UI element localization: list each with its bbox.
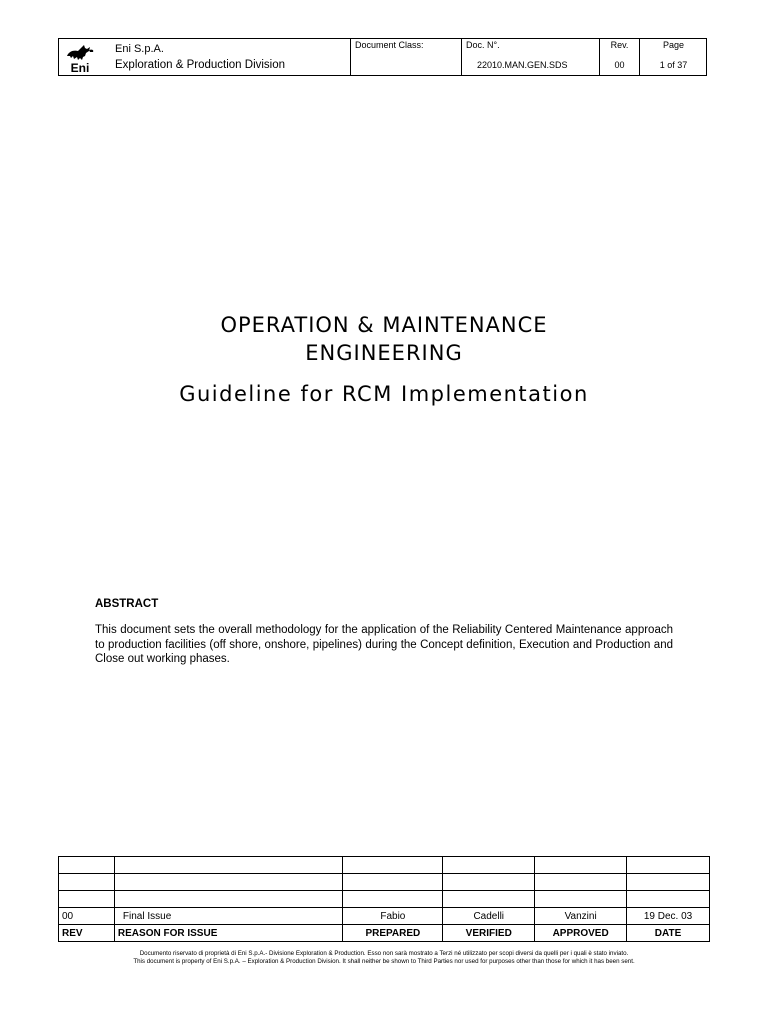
date-cell: 19 Dec. 03 bbox=[627, 908, 710, 925]
rev-cell bbox=[59, 891, 115, 908]
verified-cell bbox=[443, 857, 535, 874]
approved-cell: Vanzini bbox=[535, 908, 627, 925]
reason-cell bbox=[114, 857, 343, 874]
prepared-cell bbox=[343, 891, 443, 908]
reason-cell bbox=[114, 891, 343, 908]
title-line-2: ENGINEERING bbox=[305, 341, 463, 365]
document-class-cell bbox=[350, 39, 461, 75]
prepared-header: PREPARED bbox=[343, 925, 443, 942]
reason-cell: Final Issue bbox=[114, 908, 343, 925]
rev-cell bbox=[59, 857, 115, 874]
date-cell bbox=[627, 857, 710, 874]
abstract-body: This document sets the overall methodology for the application of the Reliability Centered Maintenance approach to production facilities (off shore, onshore, pipelines) during the Concept definition, Execution and Production and Close out working phases. bbox=[95, 624, 673, 665]
verified-cell: Cadelli bbox=[443, 908, 535, 925]
prepared-cell: Fabio bbox=[343, 908, 443, 925]
document-class-label: Document Class: bbox=[355, 40, 424, 50]
reason-cell bbox=[114, 874, 343, 891]
rev-cell bbox=[59, 874, 115, 891]
doc-number-value: 22010.MAN.GEN.SDS bbox=[477, 60, 568, 70]
revision-value: 00 bbox=[614, 60, 625, 70]
approved-cell bbox=[535, 874, 627, 891]
date-cell bbox=[627, 891, 710, 908]
company-name: Eni S.p.A. bbox=[115, 43, 164, 55]
eni-dog-logo-icon bbox=[63, 41, 97, 73]
doc-number-cell bbox=[461, 39, 599, 75]
svg-text:Eni: Eni bbox=[70, 61, 90, 73]
page-label: Page bbox=[662, 40, 685, 50]
table-row bbox=[59, 857, 710, 874]
footer-notice-italian: Documento riservato di proprietà di Eni S.p.A.- Divisione Exploration & Production. Esso non sarà mostrato a Terzi né utilizzato per scopi diversi da quelli per i quali è stato inviato. bbox=[139, 950, 629, 957]
approved-cell bbox=[535, 857, 627, 874]
verified-header: VERIFIED bbox=[443, 925, 535, 942]
document-subtitle: Guideline for RCM Implementation bbox=[179, 382, 589, 406]
reason-header: REASON FOR ISSUE bbox=[114, 925, 343, 942]
date-cell bbox=[627, 874, 710, 891]
table-header-row bbox=[59, 925, 710, 942]
revision-cell bbox=[599, 39, 639, 75]
table-row bbox=[59, 908, 710, 925]
verified-cell bbox=[443, 891, 535, 908]
footer-notice-english: This document is property of Eni S.p.A. – Exploration & Production Division. It shall neither be shown to Third Parties nor used for purposes other than those for which it has been sent. bbox=[133, 958, 635, 965]
prepared-cell bbox=[343, 874, 443, 891]
page-value: 1 of 37 bbox=[659, 60, 688, 70]
title-line-1: OPERATION & MAINTENANCE bbox=[220, 313, 548, 337]
rev-header: REV bbox=[59, 925, 115, 942]
division-name: Exploration & Production Division bbox=[115, 59, 286, 71]
revision-table bbox=[58, 856, 710, 942]
document-header bbox=[58, 38, 707, 76]
table-row bbox=[59, 874, 710, 891]
revision-label: Rev. bbox=[610, 40, 629, 50]
table-row bbox=[59, 891, 710, 908]
verified-cell bbox=[443, 874, 535, 891]
rev-cell: 00 bbox=[59, 908, 115, 925]
prepared-cell bbox=[343, 857, 443, 874]
doc-number-label: Doc. N°. bbox=[466, 40, 500, 50]
approved-header: APPROVED bbox=[535, 925, 627, 942]
abstract-heading: ABSTRACT bbox=[95, 598, 159, 610]
page-cell bbox=[639, 39, 707, 75]
approved-cell bbox=[535, 891, 627, 908]
date-header: DATE bbox=[627, 925, 710, 942]
